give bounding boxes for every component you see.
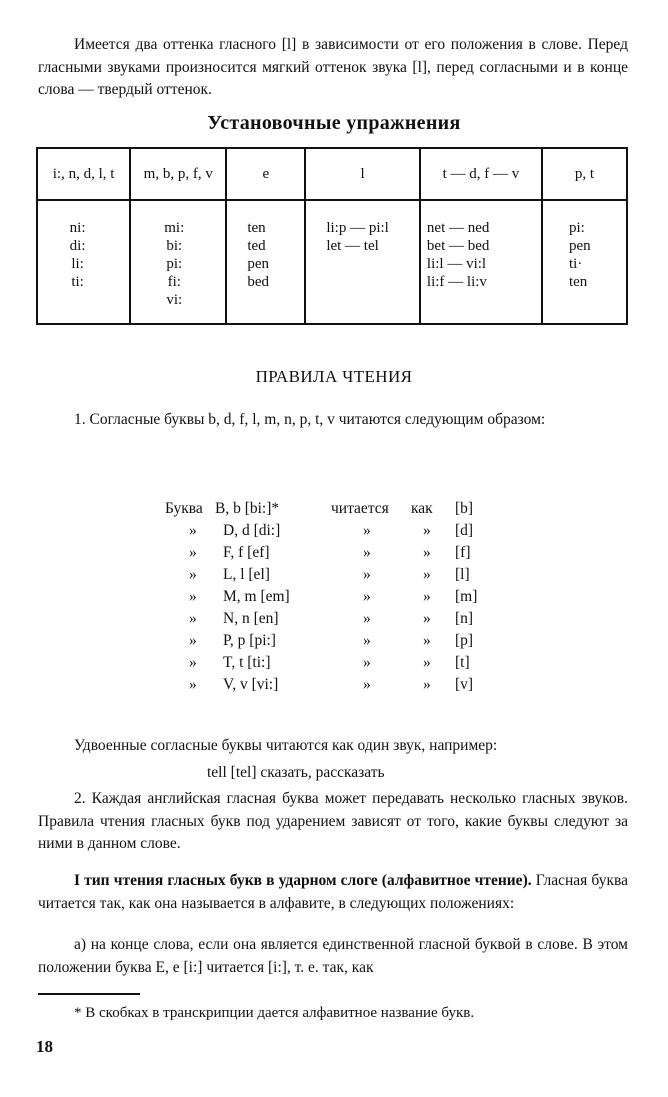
table-cell	[542, 200, 627, 324]
table-word: ten	[247, 220, 266, 236]
letter-sound: [t]	[455, 654, 470, 671]
letter-sound: [b]	[455, 500, 474, 517]
row-mark: »	[189, 588, 197, 605]
letter-name: M, m [em]	[223, 588, 290, 605]
table-header-cell: e	[226, 148, 305, 200]
letter-name: T, t [ti:]	[223, 654, 271, 671]
exercise-table	[36, 147, 628, 325]
letter-name: P, p [pi:]	[223, 632, 276, 649]
table-header-cell: l	[305, 148, 420, 200]
table-word: bed	[247, 274, 270, 290]
as-word: »	[423, 676, 431, 693]
as-word: »	[423, 632, 431, 649]
intro-paragraph: Имеется два оттенка гласного [l] в зависимости от его положения в слове. Перед гласными звуками произносится мягкий оттенок звука [l], перед согласными и в конце слова — твердый оттенок.	[38, 36, 628, 98]
table-word: pen	[247, 256, 270, 272]
as-word: »	[423, 522, 431, 539]
reads-word: »	[363, 610, 371, 627]
reads-word: »	[363, 632, 371, 649]
rule-1-paragraph: 1. Согласные буквы b, d, f, l, m, n, p, t, v читаются следующим образом:	[74, 411, 546, 428]
table-word: mi:	[164, 220, 185, 236]
section-heading: Установочные упражнения	[207, 112, 461, 134]
table-header-cell: p, t	[542, 148, 627, 200]
letter-name: B, b [bi:]*	[215, 500, 280, 517]
row-mark: »	[189, 544, 197, 561]
reads-word: »	[363, 676, 371, 693]
table-word: ted	[247, 238, 266, 254]
row-mark: Буква	[165, 500, 203, 517]
letter-sound: [l]	[455, 566, 470, 583]
table-cell	[130, 200, 226, 324]
page-number: 18	[36, 1037, 53, 1056]
footnote-divider	[38, 993, 140, 995]
row-mark: »	[189, 632, 197, 649]
row-mark: »	[189, 654, 197, 671]
doubled-consonants-paragraph: Удвоенные согласные буквы читаются как один звук, например:	[74, 737, 498, 754]
table-header-cell: t — d, f — v	[420, 148, 542, 200]
table-word: let — tel	[326, 238, 379, 254]
table-header-cell: m, b, p, f, v	[130, 148, 226, 200]
letter-sound: [n]	[455, 610, 474, 627]
as-word: »	[423, 588, 431, 605]
reads-word: »	[363, 566, 371, 583]
as-word: »	[423, 610, 431, 627]
reads-word: »	[363, 522, 371, 539]
as-word: »	[423, 544, 431, 561]
row-mark: »	[189, 566, 197, 583]
letter-sound: [d]	[455, 522, 474, 539]
exercise-table-header-row	[37, 148, 627, 200]
table-word: bi:	[166, 238, 183, 254]
table-word: pi:	[568, 220, 585, 236]
type-1-paragraph	[38, 870, 628, 915]
table-cell	[37, 200, 130, 324]
table-cell	[420, 200, 542, 324]
rule-2-paragraph: 2. Каждая английская гласная буква может передавать несколько гласных звуков. Правила чтения гласных букв под ударением зависят от того, какие буквы следуют за ними в данном слове.	[38, 790, 628, 852]
table-word: ni:	[69, 220, 86, 236]
reads-word: читается	[331, 500, 389, 517]
reading-rules-title: ПРАВИЛА ЧТЕНИЯ	[255, 367, 413, 386]
table-word: li:f — li:v	[426, 274, 487, 290]
letter-name: D, d [di:]	[223, 522, 281, 539]
table-word: pi:	[166, 256, 183, 272]
letter-sound: [p]	[455, 632, 474, 649]
type-1-heading: I тип чтения гласных букв в ударном слоге (алфавитное чтение).	[74, 872, 532, 889]
table-cell	[226, 200, 305, 324]
table-word: di:	[69, 238, 86, 254]
table-word: pen	[568, 238, 591, 254]
example-word: tell [tel] сказать, рассказать	[207, 764, 385, 781]
letter-name: F, f [ef]	[223, 544, 270, 561]
table-word: li:p — pi:l	[326, 220, 389, 236]
table-word: ti·	[568, 256, 583, 272]
row-mark: »	[189, 522, 197, 539]
reads-word: »	[363, 588, 371, 605]
table-word: li:l — vi:l	[426, 256, 487, 272]
footnote: * В скобках в транскрипции дается алфавитное название букв.	[74, 1005, 475, 1021]
letter-sound: [m]	[455, 588, 478, 605]
as-word: как	[411, 500, 433, 517]
reads-word: »	[363, 544, 371, 561]
table-cell	[305, 200, 420, 324]
type-1-text: Гласная буква читается так, как она называется в алфавите, в следующих положениях:	[38, 872, 628, 912]
table-word: ten	[568, 274, 588, 290]
table-word: vi:	[166, 292, 183, 308]
as-word: »	[423, 566, 431, 583]
table-word: net — ned	[426, 220, 490, 236]
as-word: »	[423, 654, 431, 671]
reads-word: »	[363, 654, 371, 671]
letter-name: N, n [en]	[223, 610, 279, 627]
exercise-table-body-row	[37, 200, 627, 324]
letter-sound: [f]	[455, 544, 471, 561]
letter-sound: [v]	[455, 676, 474, 693]
row-mark: »	[189, 610, 197, 627]
item-a-paragraph: а) на конце слова, если она является единственной гласной буквой в слове. В этом положении буква E, e [i:] читается [i:], т. е. так, как	[38, 936, 628, 976]
table-word: ti:	[71, 274, 84, 290]
table-word: li:	[71, 256, 84, 272]
letter-name: L, l [el]	[223, 566, 270, 583]
table-word: bet — bed	[426, 238, 490, 254]
table-word: fi:	[167, 274, 181, 290]
letter-name: V, v [vi:]	[223, 676, 279, 693]
table-header-cell: i:, n, d, l, t	[37, 148, 130, 200]
row-mark: »	[189, 676, 197, 693]
